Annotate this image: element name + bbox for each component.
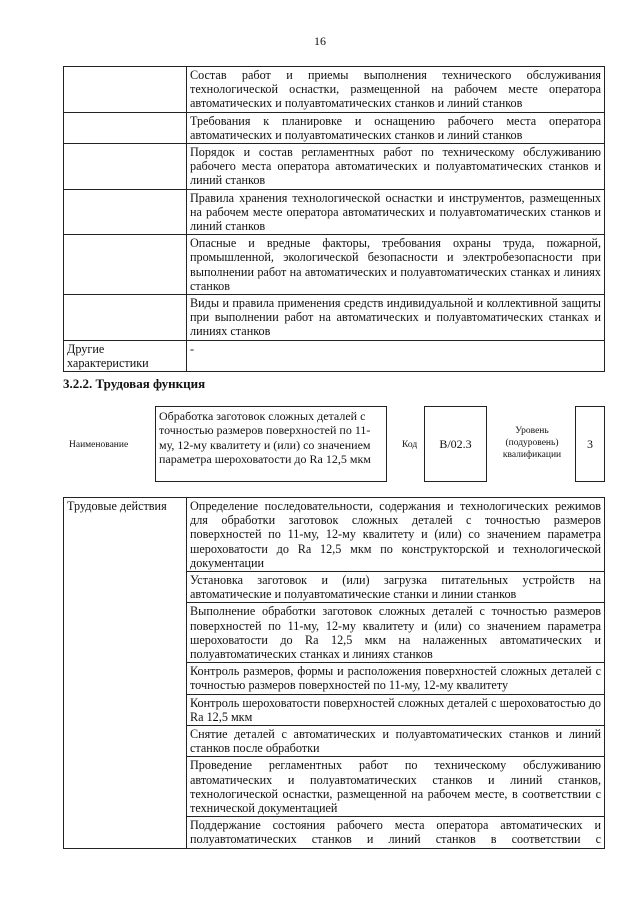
actions-table xyxy=(63,497,605,849)
row-label xyxy=(64,67,187,113)
row-text: Виды и правила применения средств индивидуальной и коллективной защиты при выполнении работ на автоматических и полуавтоматических станках и линиях станков xyxy=(187,295,605,341)
row-label xyxy=(64,144,187,190)
knowledge-table xyxy=(63,66,605,372)
function-level-box xyxy=(575,406,605,482)
function-name-value: Обработка заготовок сложных деталей с точностью размеров поверхностей по 11-му, 12-му квалитету и (или) со значением параметра шероховатости до Ra 12,5 мкм xyxy=(155,406,387,482)
function-level-value: 3 xyxy=(587,436,593,451)
row-text: Контроль размеров, формы и расположения поверхностей сложных деталей с точностью размеров поверхностей по 11-му, 12-му квалитету xyxy=(187,663,605,694)
row-label xyxy=(64,112,187,143)
row-text: - xyxy=(187,340,605,371)
page-number: 16 xyxy=(314,34,326,48)
row-text: Выполнение обработки заготовок сложных деталей с точностью размеров поверхностей по 11-му, 12-му квалитету и (или) со значением параметра шероховатости до Ra 12,5 мкм на налаженных автоматических и полуавтоматических станках и линиях станков xyxy=(187,603,605,663)
function-name-label: Наименование xyxy=(69,440,129,450)
row-label-actions: Трудовые действия xyxy=(64,498,187,849)
table-row xyxy=(64,67,605,113)
row-text: Требования к планировке и оснащению рабочего места оператора автоматических и полуавтоматических станков и линий станков xyxy=(187,112,605,143)
function-code-label: Код xyxy=(402,440,418,450)
table-row xyxy=(64,235,605,295)
row-text: Порядок и состав регламентных работ по техническому обслуживанию рабочего места оператора автоматических и полуавтоматических станков и линий станков xyxy=(187,144,605,190)
table-row xyxy=(64,189,605,235)
row-text: Проведение регламентных работ по техническому обслуживанию автоматических и полуавтоматических станков и линий станков, технологической оснастки, размещенной на рабочем месте, в соответствии с технической документацией xyxy=(187,757,605,817)
function-code-box xyxy=(424,406,487,482)
row-text: Поддержание состояния рабочего места оператора автоматических и полуавтоматических станков и линий станков в соответствии с xyxy=(187,817,605,848)
row-text: Снятие деталей с автоматических и полуавтоматических станков и линий станков после обработки xyxy=(187,726,605,757)
row-text: Определение последовательности, содержания и технологических режимов для обработки заготовок сложных деталей с точностью размеров поверхностей по 11-му, 12-му квалитету и (или) со значением параметра шероховатости до Ra 12,5 мкм по конструкторской и технологической документации xyxy=(187,498,605,572)
row-text: Состав работ и приемы выполнения технического обслуживания технологической оснастки, размещенной на рабочем месте оператора автоматических и полуавтоматических станков и линий станков xyxy=(187,67,605,113)
row-label xyxy=(64,189,187,235)
row-text: Опасные и вредные факторы, требования охраны труда, пожарной, промышленной, экологической безопасности и электробезопасности при выполнении работ на автоматических и полуавтоматических станках и линиях станков xyxy=(187,235,605,295)
table-row xyxy=(64,295,605,341)
row-text: Правила хранения технологической оснастки и инструментов, размещенных на рабочем месте оператора автоматических и полуавтоматических станков и линий станков xyxy=(187,189,605,235)
table-row xyxy=(64,144,605,190)
function-code-value: B/02.3 xyxy=(439,436,472,451)
table-row xyxy=(64,498,605,572)
row-label-other: Другие характеристики xyxy=(64,340,187,371)
row-text: Контроль шероховатости поверхностей сложных деталей с шероховатостью до Ra 12,5 мкм xyxy=(187,694,605,725)
function-level-label: Уровень (подуровень) квалификации xyxy=(502,426,562,460)
row-text: Установка заготовок и (или) загрузка питательных устройств на автоматические и полуавтоматические станки и линии станков xyxy=(187,572,605,603)
section-heading: 3.2.2. Трудовая функция xyxy=(63,376,206,391)
table-row xyxy=(64,340,605,371)
table-row xyxy=(64,112,605,143)
row-label xyxy=(64,295,187,341)
row-label xyxy=(64,235,187,295)
